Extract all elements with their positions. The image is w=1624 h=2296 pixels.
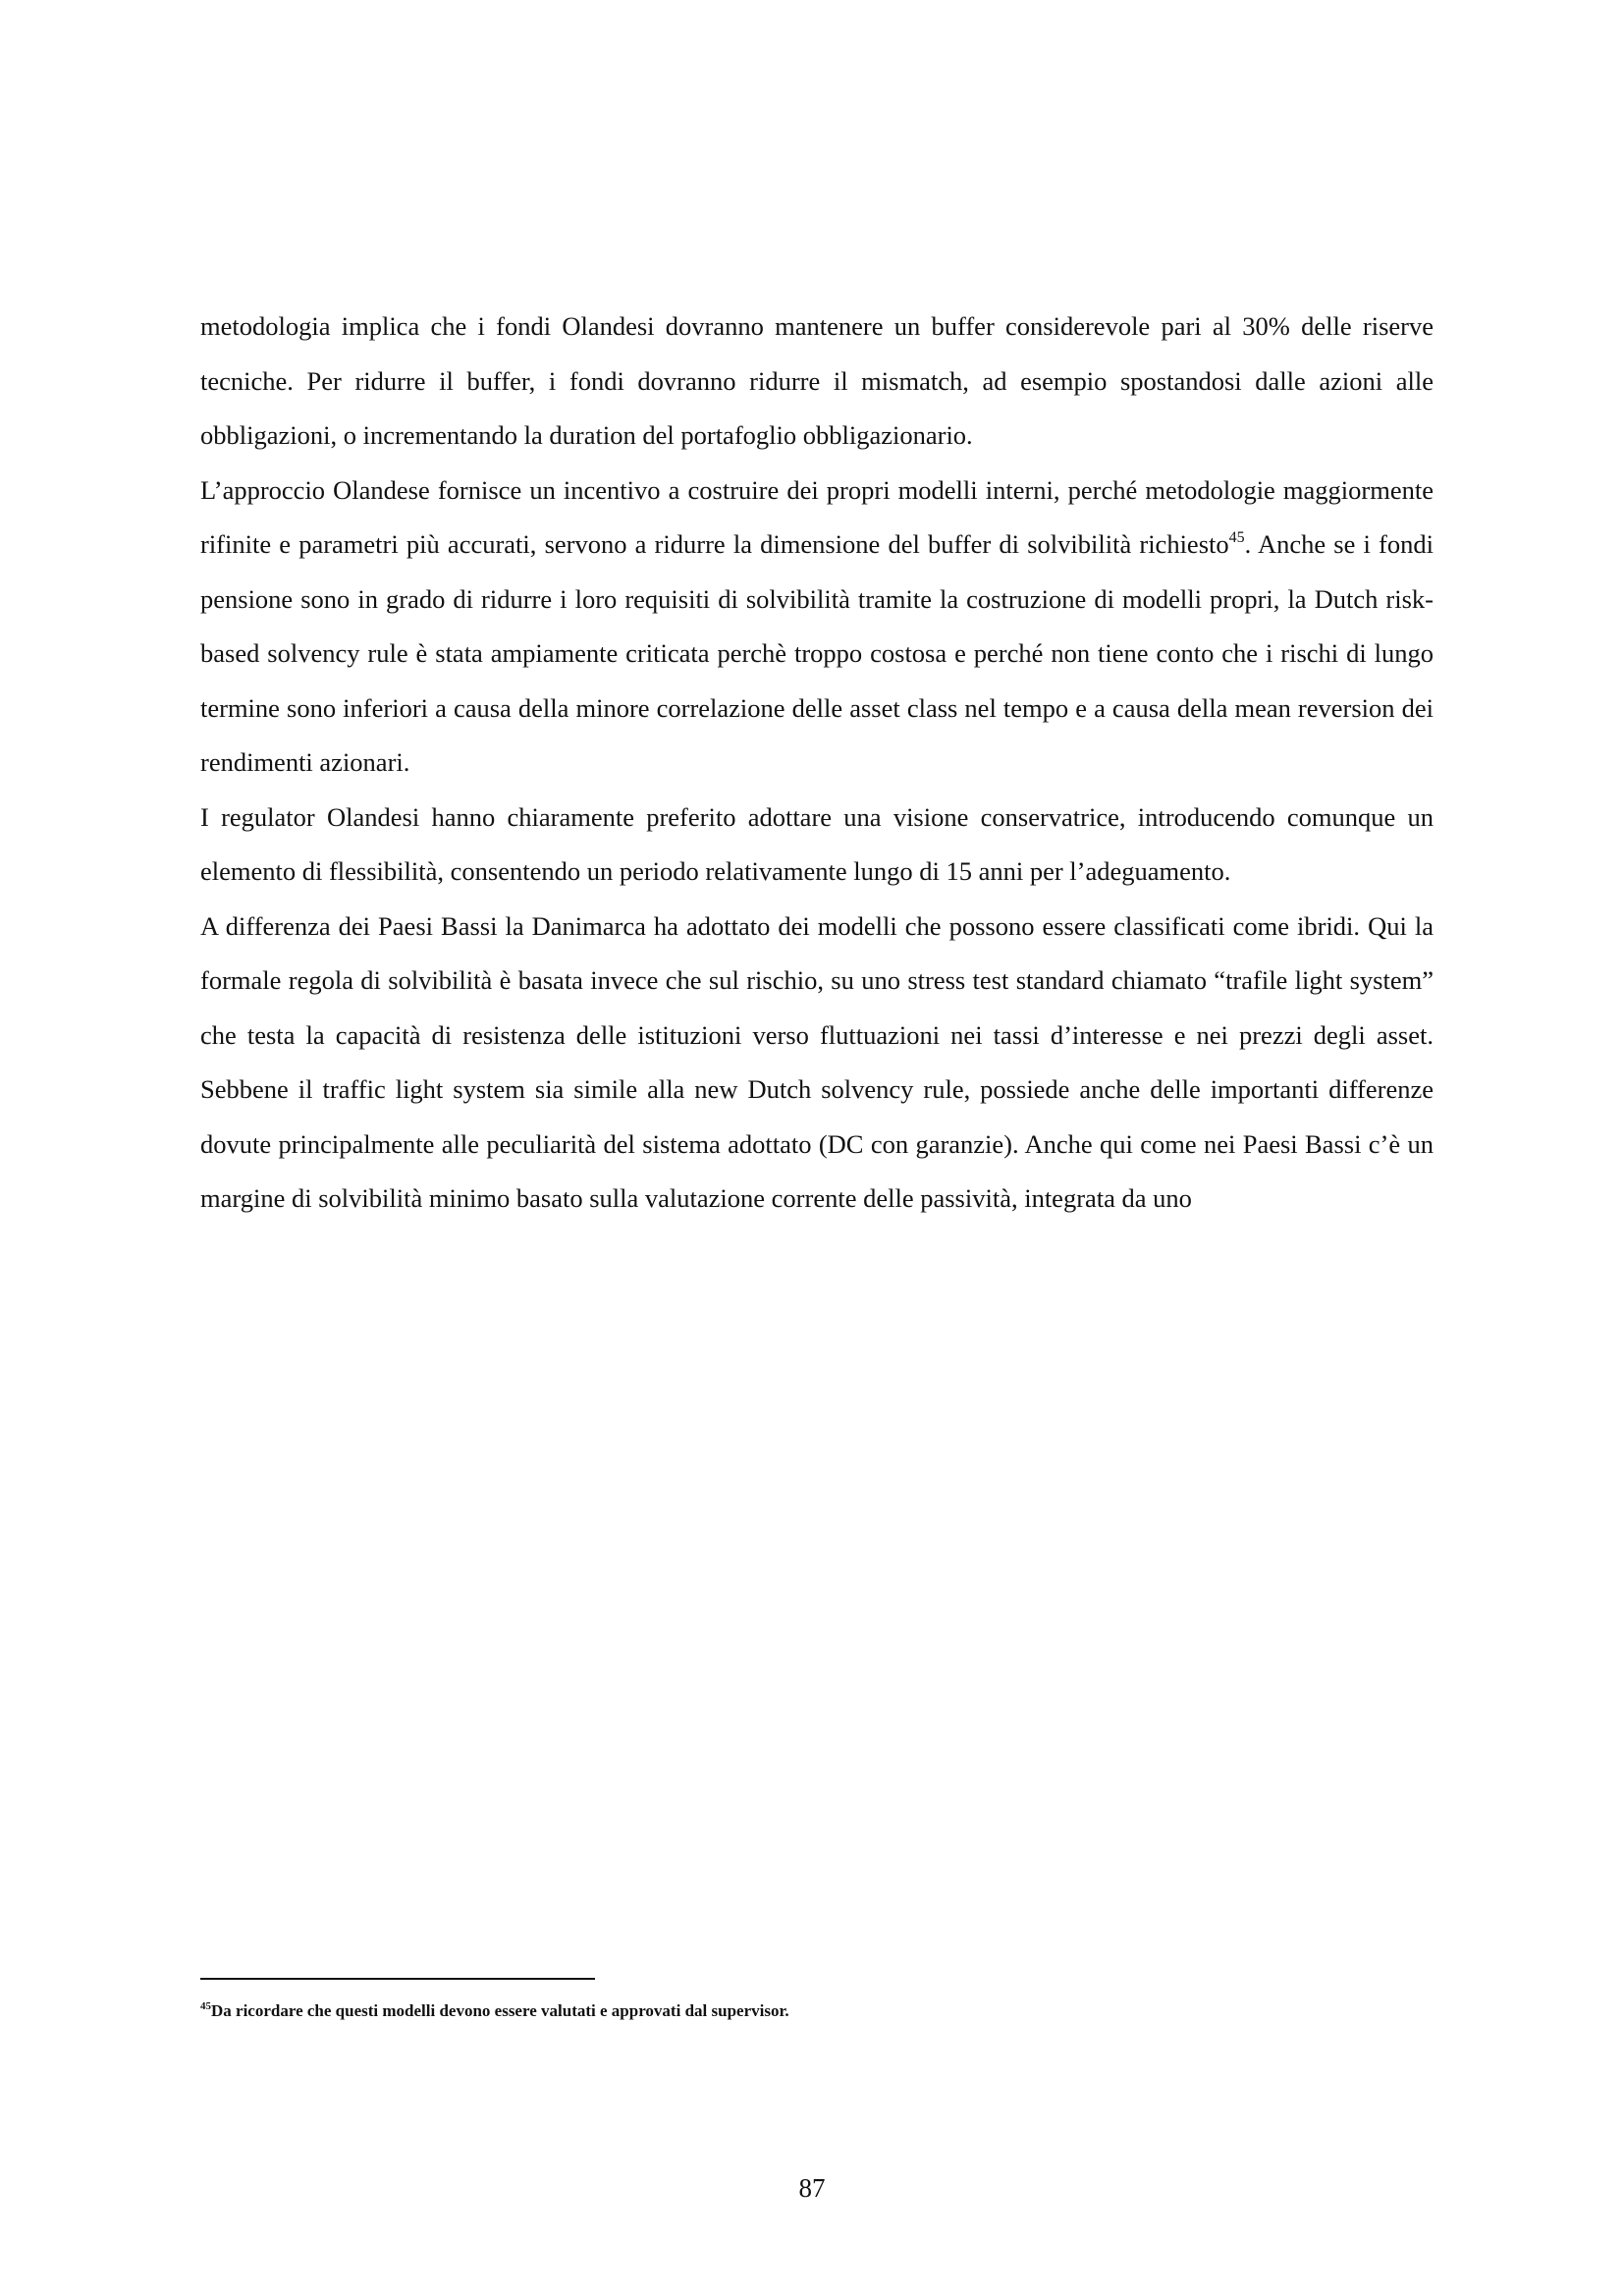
paragraph-4: A differenza dei Paesi Bassi la Danimarca ha adottato dei modelli che possono essere classificati come ibridi. Qui la formale regola di solvibilità è basata invece che sul rischio, su uno stress test standard chiamato “trafile light system” che testa la capacità di resistenza delle istituzioni verso fluttuazioni nei tassi d’interesse e nei prezzi degli asset. Sebbene il traffic light system sia simile alla new Dutch solvency rule, possiede anche delle importanti differenze dovute principalmente alle peculiarità del sistema adottato (DC con garanzie). Anche qui come nei Paesi Bassi c’è un margine di solvibilità minimo basato sulla valutazione corrente delle passività, integrata da uno xyxy=(200,910,1434,1213)
paragraph-2-text-before-note: L’approccio Olandese fornisce un incentivo a costruire dei propri modelli interni, perché metodologie maggiormente rifinite e parametri più accurati, servono a ridurre la dimensione del buffer di solvibilità richiesto xyxy=(200,474,1434,559)
body-text xyxy=(200,300,1434,1227)
footnote-reference: 45 xyxy=(1228,529,1245,546)
footnote-number: 45 xyxy=(200,2000,211,2012)
footnote xyxy=(200,1999,1434,2023)
paragraph-2-text-after-note: . Anche se i fondi pensione sono in grado di ridurre i loro requisiti di solvibilità tramite la costruzione di modelli propri, la Dutch risk-based solvency rule è stata ampiamente criticata perchè troppo costosa e perché non tiene conto che i rischi di lungo termine sono inferiori a causa della minore correlazione delle asset class nel tempo e a causa della mean reversion dei rendimenti azionari. xyxy=(200,529,1434,777)
footnote-text: Da ricordare che questi modelli devono essere valutati e approvati dal supervisor. xyxy=(211,2001,789,2020)
paragraph-1: metodologia implica che i fondi Olandesi dovranno mantenere un buffer considerevole pari al 30% delle riserve tecniche. Per ridurre il buffer, i fondi dovranno ridurre il mismatch, ad esempio spostandosi dalle azioni alle obbligazioni, o incrementando la duration del portafoglio obbligazionario. xyxy=(200,311,1434,450)
paragraph-3: I regulator Olandesi hanno chiaramente preferito adottare una visione conservatrice, introducendo comunque un elemento di flessibilità, consentendo un periodo relativamente lungo di 15 anni per l’adeguamento. xyxy=(200,801,1434,886)
paragraph-2 xyxy=(200,464,1434,791)
footnote-separator xyxy=(200,1978,595,1980)
page-number: 87 xyxy=(798,2173,826,2203)
